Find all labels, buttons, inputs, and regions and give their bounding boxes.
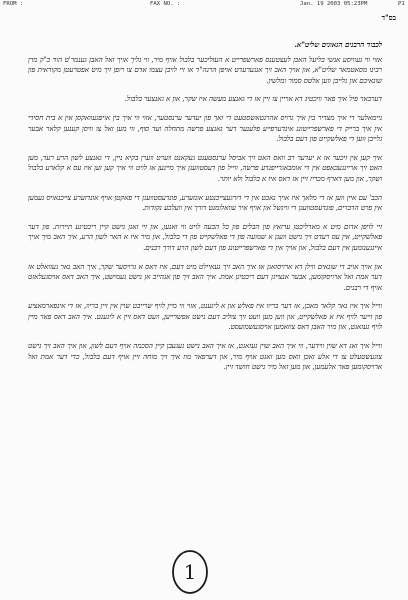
letter-paragraph: און אויך אויב די שונאים ווילן דא ארויסזאגן אז איך האב זיך געאיילט מיט דעם, איז דאס א גרויסער שקר, איך האב נאר געוואלט אז דער אמת זאל ארויסקומען, אבער אנצייגן דעם ריכטיגן אמת. איך האב זיך פון אנהייב אן נישט געמישט, איך האב דאס אויסגעלאזט אויף די רבנים. [28, 261, 382, 292]
letter-paragraph: זיי לויפן אדום מיט א מאדליכטן ערזאץ פון הבלים פון כל הבעה לויט ווי זאנען, און זיי זאגן נישט קיין ריכטיגע תיירות. פון דער פאלשקייט, אין עס רעדט זיך נישט וועגן א שמועה פון די פאלשקייט פון די בלבול, און מיר איז א האר לשון הרע, איך האב מיך אויך איינגענומען אין דעם בלבול, און אויך אין די פארשפרייטונג פון דעם לשון הרע דורך רבנים. [28, 221, 382, 252]
fax-datetime: Jan. 19 2003 05:23PM [300, 1, 368, 7]
letter-paragraph: ווייל איך איז נאר קלאר מאכן, אז דער בריוו איז פאלש און א ליגענט, אזוי ווי מיין לויף שרייבט שוין אין זיין בריוו, אז די אינפארמאציע פון זייער לויף איז א פאלשקייט, און ווען מען וועט זיך צוליב דעם נישט אפשרייען, וועט דאס זיין א ליגענט. איך האב דאס פאר מיין לויף געזאגט, און מיר האבן דאס צוזאמען אויסגעשמועסט. [28, 301, 382, 332]
page-number-text: 1 [183, 560, 197, 584]
letter-paragraph: ווייל איך זאג דא שוין ווידער, ווי איך האב שוין געזאגט, אז איך האב נישט געגעבן קיין הסכמה אויף דעם לשון, און איך האב זיך נישט צוגעשטעלט צו די אלע זאכן וואס מען זאגט אויף מיר, און דערפאר מוז איך זיך מוחה זיין אויף דעם בלבול, כדי דער אמת זאל ארויסקומען פאר אלעמען, און מען זאל מיר נישט חושד זיין. [28, 341, 382, 372]
fax-number-label: FAX NO. : [150, 1, 181, 7]
fax-page-number: P1 [398, 1, 405, 7]
letter-paragraph: אזוי ווי געוויסע אנשי בליעל האבן לעצטענס פארשפרייט א העזליכער בלבול אויף מיר, ווי גליך אויך זאל האבן גענמר'ט הוד כ"ק מרן רבינו מסאטמאר שליט"א, און אויך האב זיך אנגערעדט אויפן הרנה"ד או זיי לויבן עצמו אדם צו רופן זיך מיט אפטרעטן מקוראית פון שונאיכם און גלייבן ווען אלטס סמור ומלשין. [28, 54, 382, 85]
letter-paragraph: הכב' עם איין ווען אז די מלאך איז אויך נאכט אין די דורגעצייכנטע אונזערע, פונדעסטוועגן די פאקטן אויף אונדזערע צייכנאויס נעמען אין פרט הדברים, פונדעסטוועגן די וויגשל און אויף איר עוואלומנט דורך אין וועלכע נקודות. [28, 192, 382, 213]
letter-salutation: לכבוד הרבנים הגאונים שליט"א. [294, 40, 382, 49]
bsd-heading: בס"ד [381, 13, 396, 22]
letter-paragraph: ניימאלער די איך מצדיר בין איך גרויס אהרנטאשסטעט די זאך פון יעדער ערנסטער, אזוי ווי איך בין אויפגעוואקסן אין א בית חסידי אין איך ברייק די פארשפרייטונג אינדערפייע פלענער דער גאנצע פרשה מתחלה ועד סוף, ווי מען זאל צו וויסן קענען קלאר אבער גלייבן ווען די פאלשקייט פון דעם בלבול. [28, 112, 382, 144]
letter-body [28, 40, 382, 381]
handwritten-page-number [168, 548, 212, 596]
letter-paragraph: איך קען אין זיכער אז א יעדער רב וואס האט זיך אביסל ערנסטענט געקאנט ווערט ווערן בקיא ניין, די גאנצע לשון הרע רעד, מען האט זיך אריינגעכאפט אין די אומבאגרייפנדע פרשה, ווייל פון דעסטוועגן איך מיינען אז לויט ווי איך קען זען איז עס א קלארע בלבול ושקר, און מען דארף מכריז זיין אז דאס איז א בלבול ולא יותר. [28, 152, 382, 183]
fax-from-label: FROM : [3, 1, 24, 7]
letter-paragraph: דערבאר פיל איך פאר וויכטיג דא אריין צו זיין אז די גאנצע מעשה איז שקר, און א גאנצער בלבול. [124, 94, 382, 104]
fax-header [0, 0, 408, 9]
